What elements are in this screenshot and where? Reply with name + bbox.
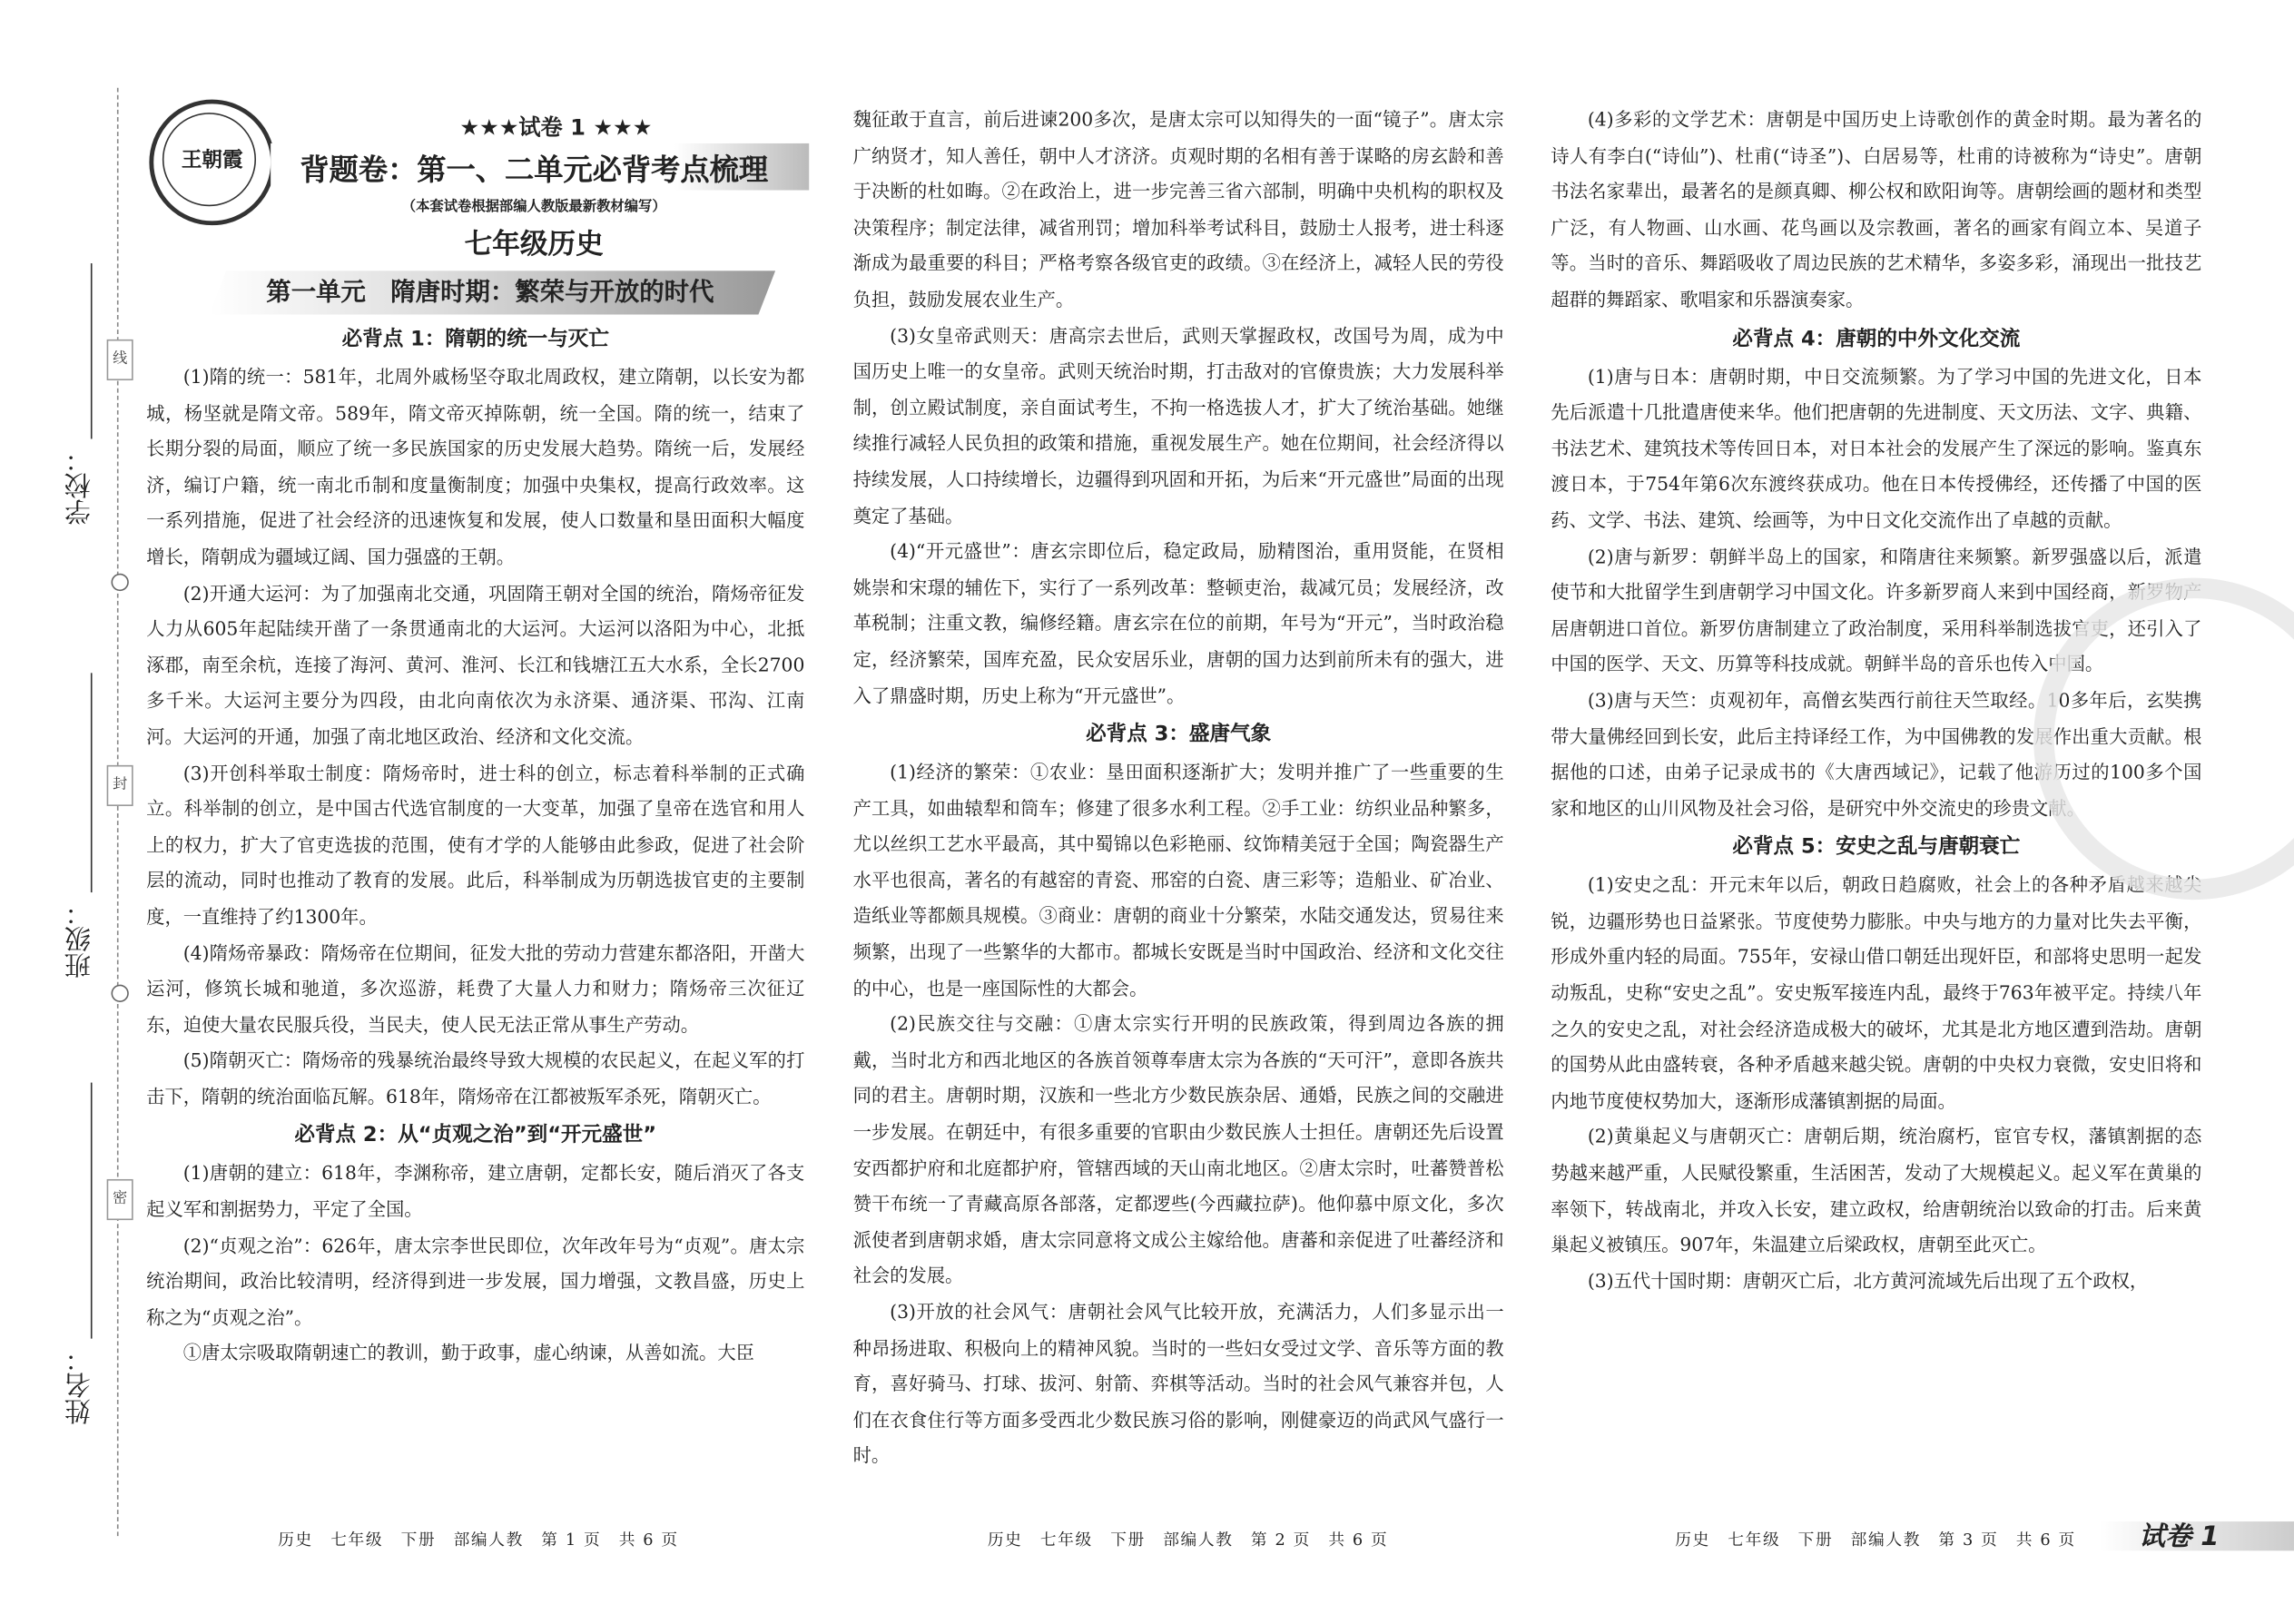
page-footer-3: 历史 七年级 下册 部编人教 第 3 页 共 6 页 (1675, 1530, 2076, 1550)
paragraph: (2)开通大运河：为了加强南北交通，巩固隋王朝对全国的统治，隋炀帝征发人力从605年起陆续开凿了一条贯通南北的大运河。大运河以洛阳为中心，北抵涿郡，南至余杭，连接了海河、黄河、淮河、长江和钱塘江五大水系，全长2700多千米。大运河主要分为四段，由北向南依次为永济渠、通济渠、邗沟、江南河。大运河的开通，加强了南北地区政治、经济和文化交流。 (146, 581, 805, 748)
paragraph: (3)唐与天竺：贞观初年，高僧玄奘西行前往天竺取经。10多年后，玄奘携带大量佛经回到长安，此后主持译经工作，为中国佛教的发展作出重大贡献。根据他的口述，由弟子记录成书的《大唐西域记》，记载了他游历过的100多个国家和地区的山川风物及社会习俗，是研究中外交流史的珍贵文献。 (1551, 688, 2202, 819)
paragraph: (5)隋朝灭亡：隋炀帝的残暴统治最终导致大规模的农民起义，在起义军的打击下，隋朝的统治面临瓦解。618年，隋炀帝在江都被叛军杀死，隋朝灭亡。 (146, 1048, 805, 1107)
section-heading: 必背点 5：安史之乱与唐朝衰亡 (1732, 835, 2021, 860)
paragraph: (2)“贞观之治”：626年，唐太宗李世民即位，次年改年号为“贞观”。唐太宗统治期间，政治比较清明，经济得到进一步发展，国力增强，文教昌盛，历史上称之为“贞观之治”。 (146, 1234, 805, 1329)
paragraph: (1)安史之乱：开元末年以后，朝政日趋腐败，社会上的各种矛盾越来越尖锐，边疆形势也日益紧张。节度使势力膨胀。中央与地方的力量对比失去平衡，形成外重内轻的局面。755年，安禄山借口朝廷出现奸臣，和部将史思明一起发动叛乱，史称“安史之乱”。安史叛军接连内乱，最终于763年被平定。持续八年之久的安史之乱，对社会经济造成极大的破坏，尤其是北方地区遭到浩劫。唐朝的国势从此由盛转衰，各种矛盾越来越尖锐。唐朝的中央权力衰微，安史旧将和内地节度使权势加大，逐渐形成藩镇割据的局面。 (1551, 873, 2202, 1112)
paragraph: (4)“开元盛世”：唐玄宗即位后，稳定政局，励精图治，重用贤能，在贤相姚崇和宋璟的辅佐下，实行了一系列改革：整顿吏治，裁减冗员；发展经济，改革税制；注重文教，编修经籍。唐玄宗在位的前期，年号为“开元”，当时政治稳定，经济繁荣，国库充盈，民众安居乐业，唐朝的国力达到前所未有的强大，进入了鼎盛时期，历史上称为“开元盛世”。 (852, 539, 1504, 706)
seal-mark-line: 线 (107, 340, 133, 380)
page-footer-1: 历史 七年级 下册 部编人教 第 1 页 共 6 页 (278, 1530, 679, 1550)
paragraph: (2)黄巢起义与唐朝灭亡：唐朝后期，统治腐朽，宦官专权，藩镇割据的态势越来越严重，人民赋役繁重，生活困苦，发动了大规模起义。起义军在黄巢的率领下，转战南北，并攻入长安，建立政权，给唐朝统治以致命的打击。后来黄巢起义被镇压。907年，朱温建立后梁政权，唐朝至此灭亡。 (1551, 1126, 2202, 1256)
paragraph: (1)唐朝的建立：618年，李渊称帝，建立唐朝，定都长安，随后消灭了各支起义军和割据势力，平定了全国。 (146, 1162, 805, 1221)
paragraph: (4)多彩的文学艺术：唐朝是中国历史上诗歌创作的黄金时期。最为著名的诗人有李白(“诗仙”)、杜甫(“诗圣”)、白居易等，杜甫的诗被称为“诗史”。唐朝书法名家辈出，最著名的是颜真卿、柳公权和欧阳询等。唐朝绘画的题材和类型广泛，有人物画、山水画、花鸟画以及宗教画，著名的画家有阎立本、吴道子等。当时的音乐、舞蹈吸收了周边民族的艺术精华，多姿多彩，涌现出一批技艺超群的舞蹈家、歌唱家和乐器演奏家。 (1551, 108, 2202, 310)
binding-hole (111, 985, 128, 1002)
grade-subject: 七年级历史 (464, 228, 604, 261)
name-label: 姓名： (64, 1345, 95, 1425)
edition-note: （本套试卷根据部编人教版最新教材编写） (401, 199, 666, 215)
school-line (91, 263, 93, 438)
paragraph: (2)唐与新罗：朝鲜半岛上的国家，和隋唐往来频繁。新罗强盛以后，派遣使节和大批留学生到唐朝学习中国文化。许多新罗商人来到中国经商，新罗物产居唐朝进口首位。新罗仿唐制建立了政治制度，采用科举制选拔官吏，还引入了中国的医学、天文、历算等科技成就。朝鲜半岛的音乐也传入中国。 (1551, 545, 2202, 675)
seal-mark-seal: 封 (107, 765, 133, 806)
logo-text: 王朝霞 (181, 149, 243, 173)
paragraph: (4)隋炀帝暴政：隋炀帝在位期间，征发大批的劳动力营建东都洛阳，开凿大运河，修筑长城和驰道，多次巡游，耗费了大量人力和财力；隋炀帝三次征辽东，迫使大量农民服兵役，当民夫，使人民无法正常从事生产劳动。 (146, 941, 805, 1036)
paragraph: (1)隋的统一：581年，北周外戚杨坚夺取北周政权，建立隋朝，以长安为都城，杨坚就是隋文帝。589年，隋文帝灭掉陈朝，统一全国。隋的统一，结束了长期分裂的局面，顺应了统一多民族国家的历史发展大趋势。隋统一后，发展经济，编订户籍，统一南北币制和度量衡制度；加强中央集权，提高行政效率。这一系列措施，促进了社会经济的迅速恢复和发展，使人口数量和垦田面积大幅度增长，隋朝成为疆域辽阔、国力强盛的王朝。 (146, 365, 805, 568)
brand-label: 试卷 1 (2139, 1521, 2220, 1552)
name-line (91, 1083, 93, 1339)
seal-mark-dense: 密 (107, 1179, 133, 1220)
paragraph: (3)开放的社会风气：唐朝社会风气比较开放，充满活力，人们多显示出一种昂扬进取、积极向上的精神风貌。当时的一些妇女受过文学、音乐等方面的教育，喜好骑马、打球、拔河、射箭、弈棋等活动。当时的社会风气兼容并包，人们在衣食住行等方面多受西北少数民族习俗的影响，刚健豪迈的尚武风气盛行一时。 (852, 1300, 1504, 1467)
paragraph: (3)女皇帝武则天：唐高宗去世后，武则天掌握政权，改国号为周，成为中国历史上唯一的女皇帝。武则天统治时期，打击敌对的官僚贵族；大力发展科举制，创立殿试制度，亲自面试考生，不拘一格选拔人才，扩大了统治基础。她继续推行减轻人民负担的政策和措施，重视发展生产。她在位期间，社会经济得以持续发展，人口持续增长，边疆得到巩固和开拓，为后来“开元盛世”局面的出现奠定了基础。 (852, 324, 1504, 527)
paragraph: (1)经济的繁荣：①农业：垦田面积逐渐扩大；发明并推广了一些重要的生产工具，如曲辕犁和筒车；修建了很多水利工程。②手工业：纺织业品种繁多，尤以丝织工艺水平最高，其中蜀锦以色彩艳丽、纹饰精美冠于全国；陶瓷器生产水平也很高，著名的有越窑的青瓷、邢窑的白瓷、唐三彩等；造船业、矿冶业、造纸业等都颇具规模。③商业：唐朝的商业十分繁荣，水陆交通发达，贸易往来频繁，出现了一些繁华的大都市。都城长安既是当时中国政治、经济和文化交往的中心，也是一座国际性的大都会。 (852, 761, 1504, 999)
paragraph: (3)五代十国时期：唐朝灭亡后，北方黄河流域先后出现了五个政权， (1587, 1269, 2149, 1292)
column-1 (146, 319, 804, 1372)
page-title: 背题卷：第一、二单元必背考点梳理 (300, 152, 769, 188)
binding-hole (111, 574, 128, 591)
class-label: 班级： (64, 900, 95, 979)
section-heading: 必背点 3：盛唐气象 (1086, 723, 1272, 747)
school-label: 学校： (64, 446, 95, 526)
column-2 (853, 103, 1504, 1475)
paragraph: (3)开创科举取士制度：隋炀帝时，进士科的创立，标志着科举制的正式确立。科举制的创立，是中国古代选官制度的一大变革，加强了皇帝在选官和用人上的权力，扩大了官吏选拔的范围，使有才学的人能够由此参政，促进了社会阶层的流动，同时也推动了教育的发展。此后，科举制成为历朝选拔官吏的主要制度，一直维持了约1300年。 (146, 761, 805, 928)
cut-line (117, 88, 119, 1536)
page-footer-2: 历史 七年级 下册 部编人教 第 2 页 共 6 页 (987, 1530, 1389, 1550)
section-heading: 必背点 1：隋朝的统一与灭亡 (341, 327, 609, 351)
paragraph: (1)唐与日本：唐朝时期，中日交流频繁。为了学习中国的先进文化，日本先后派遣十几批遣唐使来华。他们把唐朝的先进制度、天文历法、文字、典籍、书法艺术、建筑技术等传回日本，对日本社会的发展产生了深远的影响。鉴真东渡日本，于754年第6次东渡终获成功。他在日本传授佛经，还传播了中国的医药、文学、书法、建筑、绘画等，为中日文化交流作出了卓越的贡献。 (1551, 365, 2202, 531)
section-heading: 必背点 4：唐朝的中外文化交流 (1732, 327, 2021, 351)
section-heading: 必背点 2：从“贞观之治”到“开元盛世” (294, 1124, 657, 1148)
paragraph: 魏征敢于直言，前后进谏200多次，是唐太宗可以知得失的一面“镜子”。唐太宗广纳贤才，知人善任，朝中人才济济。贞观时期的名相有善于谋略的房玄龄和善于决断的杜如晦。②在政治上，进一步完善三省六部制，明确中央机构的职权及决策程序；制定法律，减省刑罚；增加科举考试科目，鼓励士人报考，进士科逐渐成为最重要的科目；严格考察各级官吏的政绩。③在经济上，减轻人民的劳役负担，鼓励发展农业生产。 (852, 108, 1504, 310)
class-line (91, 673, 93, 892)
unit-title: 第一单元 隋唐时期：繁荣与开放的时代 (266, 278, 714, 308)
paper-badge: ★★★试卷 1 ★★★ (459, 113, 653, 141)
paragraph: (2)民族交往与交融：①唐太宗实行开明的民族政策，得到周边各族的拥戴，当时北方和西北地区的各族首领尊奉唐太宗为各族的“天可汗”，意即各族共同的君主。唐朝时期，汉族和一些北方少数民族杂居、通婚，民族之间的交融进一步发展。在朝廷中，有很多重要的官职由少数民族人士担任。唐朝还先后设置安西都护府和北庭都护府，管辖西域的天山南北地区。②唐太宗时，吐蕃赞普松赞干布统一了青藏高原各部落，定都逻些(今西藏拉萨)。他仰慕中原文化，多次派使者到唐朝求婚，唐太宗同意将文成公主嫁给他。唐蕃和亲促进了吐蕃经济和社会的发展。 (852, 1012, 1504, 1287)
logo-seal (149, 100, 275, 226)
paragraph: ①唐太宗吸取隋朝速亡的教训，勤于政事，虚心纳谏，从善如流。大臣 (182, 1342, 754, 1364)
